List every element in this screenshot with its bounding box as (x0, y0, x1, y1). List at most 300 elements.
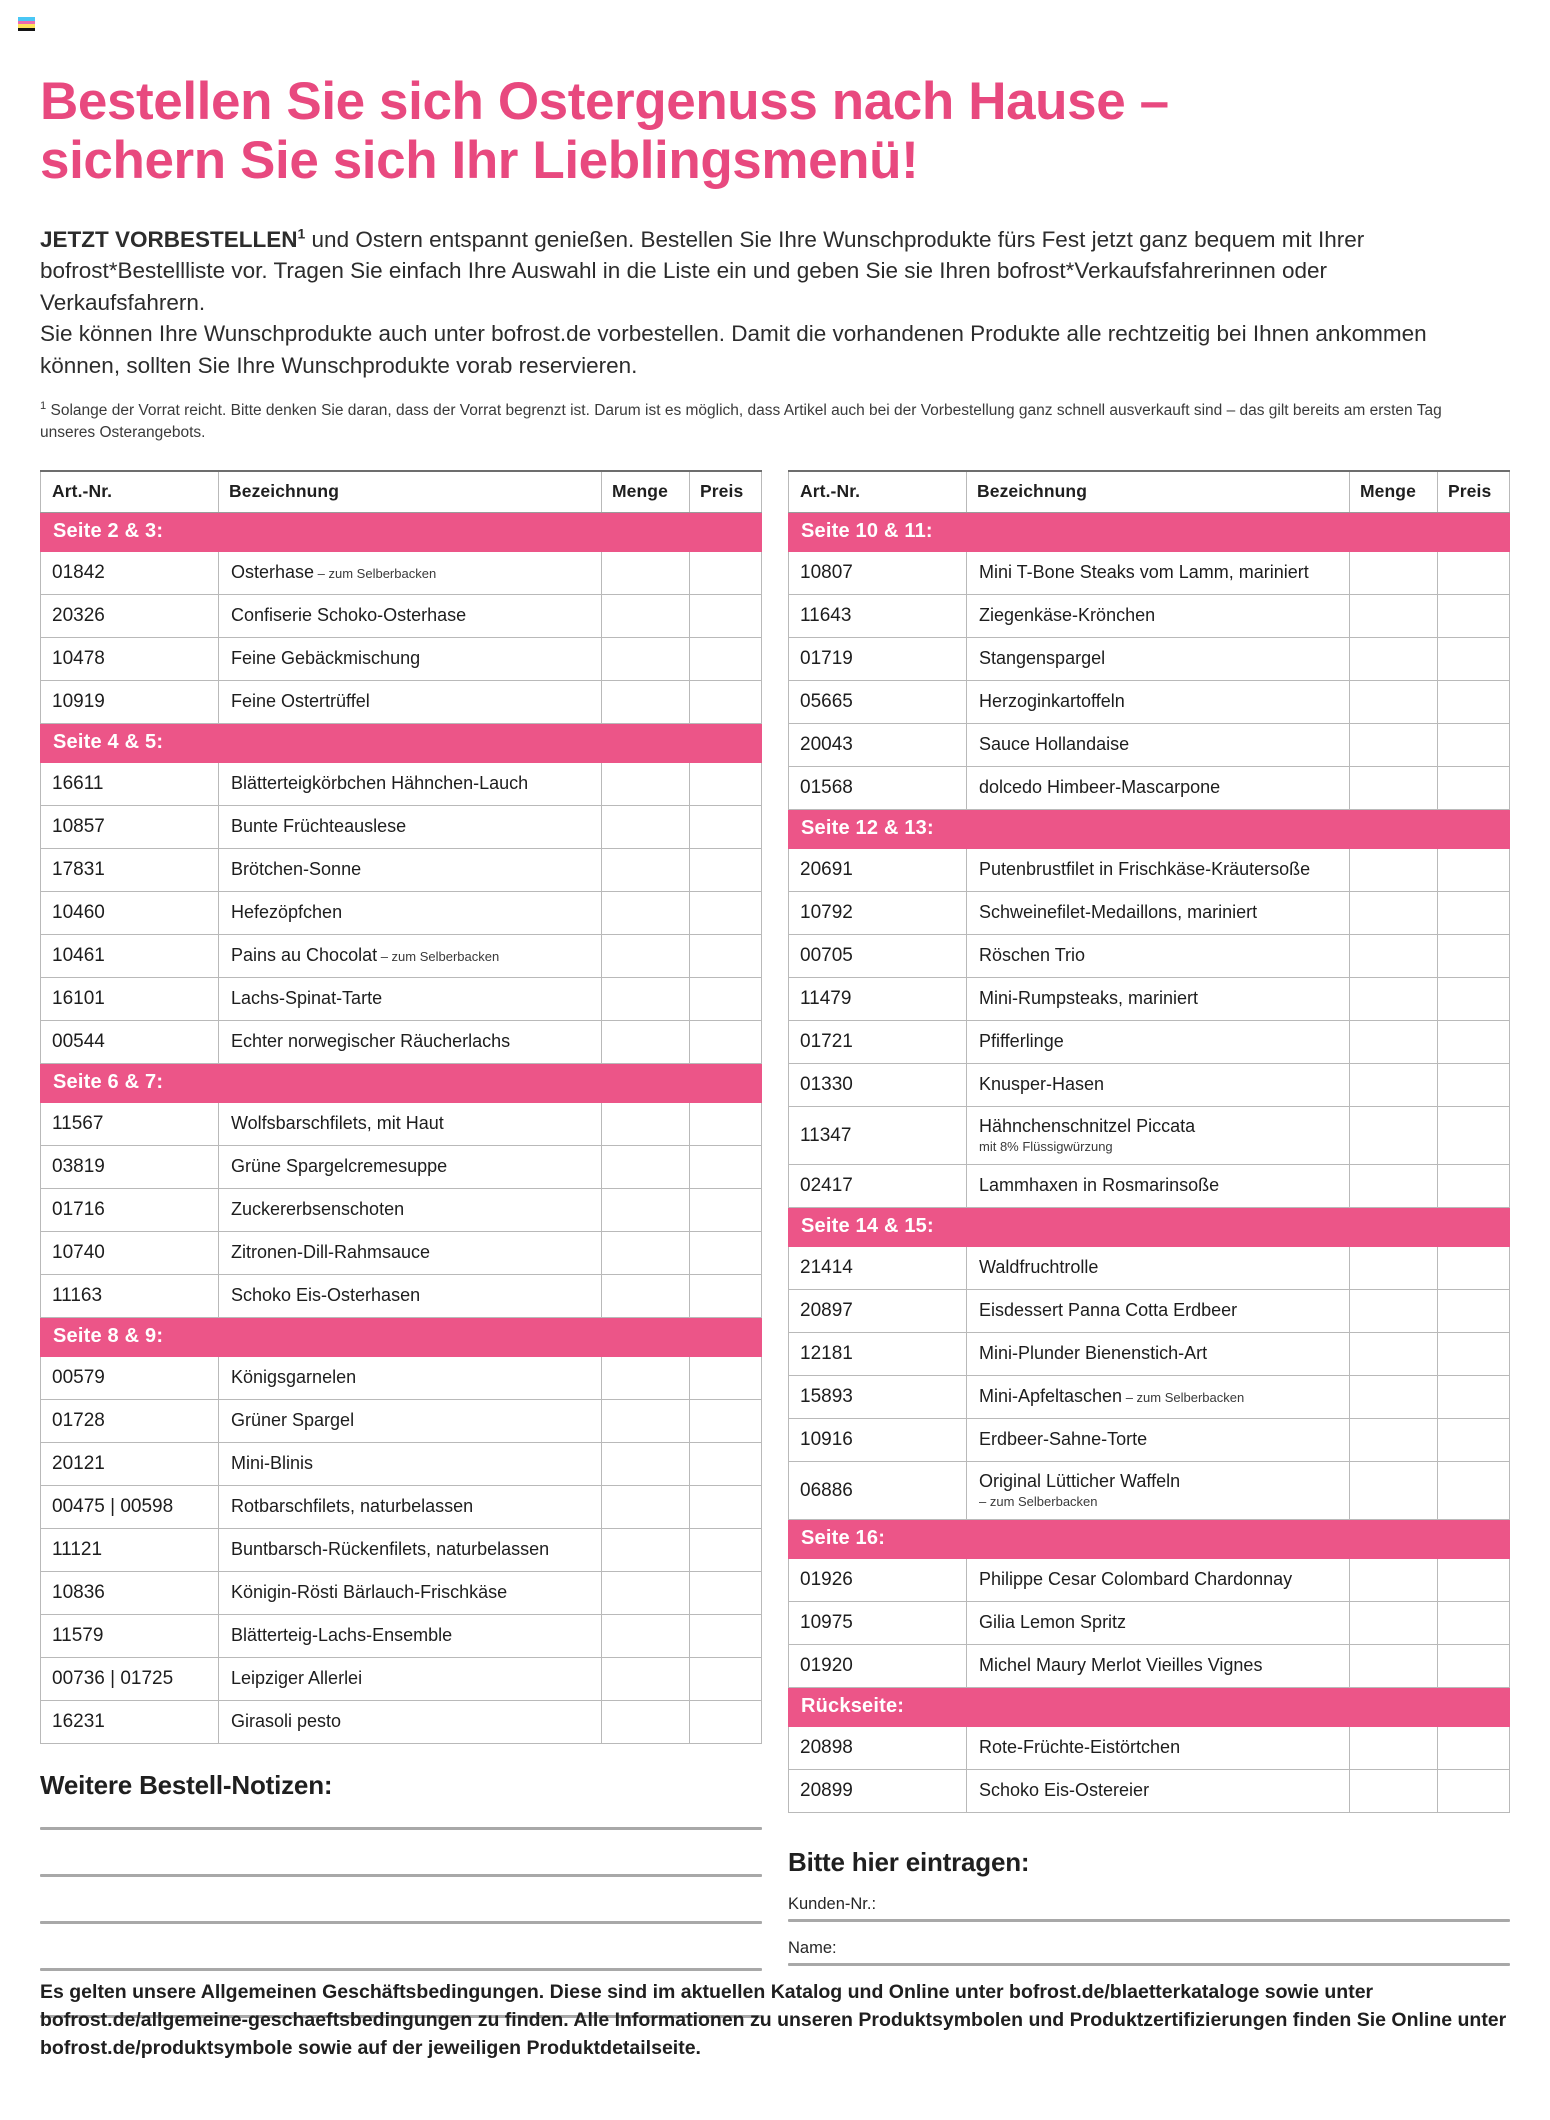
cell-preis-input[interactable] (1438, 1770, 1510, 1813)
col-header-bezeichnung: Bezeichnung (967, 471, 1350, 513)
table-row (789, 1165, 1510, 1208)
cell-art-nr: 00544 (41, 1021, 219, 1064)
cell-preis-input[interactable] (1438, 1462, 1510, 1520)
cell-bezeichnung (219, 763, 602, 806)
cell-preis-input[interactable] (1438, 1602, 1510, 1645)
table-row (789, 892, 1510, 935)
cell-menge-input[interactable] (1350, 595, 1438, 638)
form-field-label: Name: (788, 1939, 837, 1957)
cell-art-nr: 20897 (789, 1290, 967, 1333)
product-name: Zuckererbsenschoten (231, 1199, 405, 1220)
product-name: Blätterteigkörbchen Hähnchen-Lauch (231, 773, 529, 794)
product-name: Eisdessert Panna Cotta Erdbeer (979, 1300, 1238, 1321)
intro-lead (40, 227, 305, 252)
cell-bezeichnung (219, 1701, 602, 1744)
product-name: Hefezöpfchen (231, 902, 343, 923)
cell-menge-input[interactable] (1350, 552, 1438, 595)
footnote-text (40, 399, 1500, 444)
product-name: Schoko Eis-Ostereier (979, 1780, 1150, 1801)
cell-preis-input[interactable] (1438, 1376, 1510, 1419)
form-field-input-line[interactable] (788, 1963, 1510, 1966)
cell-preis-input[interactable] (1438, 849, 1510, 892)
table-row (789, 1645, 1510, 1688)
cell-menge-input[interactable] (602, 1529, 690, 1572)
col-header-menge: Menge (602, 471, 690, 513)
section-title: Seite 10 & 11: (789, 513, 1510, 552)
cell-preis-input[interactable] (690, 935, 762, 978)
cell-preis-input[interactable] (690, 552, 762, 595)
cell-art-nr: 20691 (789, 849, 967, 892)
section-header-row (41, 513, 762, 552)
cell-bezeichnung (967, 1602, 1350, 1645)
product-name: Buntbarsch-Rückenfilets, naturbelassen (231, 1539, 550, 1560)
product-name: Philippe Cesar Colombard Chardonnay (979, 1569, 1293, 1590)
cell-art-nr: 01716 (41, 1189, 219, 1232)
cell-menge-input[interactable] (602, 849, 690, 892)
product-name: dolcedo Himbeer-Mascarpone (979, 777, 1221, 798)
cell-preis-input[interactable] (1438, 1645, 1510, 1688)
cell-bezeichnung (219, 1103, 602, 1146)
cell-art-nr: 11163 (41, 1275, 219, 1318)
product-name: Confiserie Schoko-Osterhase (231, 605, 467, 626)
table-row (41, 1400, 762, 1443)
cell-art-nr: 10919 (41, 681, 219, 724)
col-header-art-nr: Art.-Nr. (789, 471, 967, 513)
cell-preis-input[interactable] (690, 1400, 762, 1443)
cell-menge-input[interactable] (602, 1275, 690, 1318)
cell-menge-input[interactable] (602, 1189, 690, 1232)
table-row (41, 806, 762, 849)
cell-menge-input[interactable] (1350, 1727, 1438, 1770)
product-name: Grüner Spargel (231, 1410, 355, 1431)
cell-bezeichnung (967, 1419, 1350, 1462)
cell-menge-input[interactable] (1350, 1376, 1438, 1419)
product-name: Leipziger Allerlei (231, 1668, 363, 1689)
cell-art-nr: 20899 (789, 1770, 967, 1813)
cell-preis-input[interactable] (690, 681, 762, 724)
cell-menge-input[interactable] (1350, 1419, 1438, 1462)
cell-art-nr: 12181 (789, 1333, 967, 1376)
section-header-row (41, 724, 762, 763)
cell-art-nr: 11479 (789, 978, 967, 1021)
product-subnote: – zum Selberbacken (1122, 1390, 1245, 1406)
cell-menge-input[interactable] (1350, 849, 1438, 892)
cell-bezeichnung (219, 1529, 602, 1572)
cell-bezeichnung (967, 1376, 1350, 1419)
table-row (789, 1727, 1510, 1770)
cell-bezeichnung (219, 1572, 602, 1615)
cell-art-nr: 10836 (41, 1572, 219, 1615)
product-name: Bunte Früchteauslese (231, 816, 407, 837)
table-row (41, 1021, 762, 1064)
table-row (789, 1247, 1510, 1290)
table-row (41, 1189, 762, 1232)
table-row (41, 1275, 762, 1318)
cell-art-nr: 11643 (789, 595, 967, 638)
cell-art-nr: 16231 (41, 1701, 219, 1744)
table-row (41, 1103, 762, 1146)
cell-menge-input[interactable] (602, 638, 690, 681)
cell-menge-input[interactable] (1350, 935, 1438, 978)
table-row (41, 1529, 762, 1572)
product-name: Mini-Blinis (231, 1453, 314, 1474)
cell-menge-input[interactable] (1350, 1021, 1438, 1064)
product-name: Osterhase (231, 562, 315, 583)
cell-bezeichnung (219, 849, 602, 892)
cell-preis-input[interactable] (1438, 1727, 1510, 1770)
table-row (789, 1376, 1510, 1419)
cell-preis-input[interactable] (1438, 1165, 1510, 1208)
product-subnote: – zum Selberbacken (377, 949, 500, 965)
cell-menge-input[interactable] (602, 1146, 690, 1189)
table-row (41, 1443, 762, 1486)
table-row (41, 552, 762, 595)
cell-menge-input[interactable] (602, 681, 690, 724)
product-name: Brötchen-Sonne (231, 859, 362, 880)
product-name: Rote-Früchte-Eistörtchen (979, 1737, 1181, 1758)
table-row (41, 1615, 762, 1658)
table-row (41, 935, 762, 978)
cell-menge-input[interactable] (1350, 724, 1438, 767)
cell-menge-input[interactable] (1350, 1107, 1438, 1165)
cell-preis-input[interactable] (1438, 935, 1510, 978)
table-row (789, 1770, 1510, 1813)
cell-bezeichnung (967, 1064, 1350, 1107)
intro-lead-text: JETZT VORBESTELLEN (40, 226, 298, 252)
cell-menge-input[interactable] (1350, 978, 1438, 1021)
cell-preis-input[interactable] (690, 806, 762, 849)
cell-menge-input[interactable] (1350, 681, 1438, 724)
cell-bezeichnung (219, 1275, 602, 1318)
cell-preis-input[interactable] (1438, 681, 1510, 724)
cell-menge-input[interactable] (602, 806, 690, 849)
cell-bezeichnung (219, 1146, 602, 1189)
col-header-menge: Menge (1350, 471, 1438, 513)
section-header-row (789, 810, 1510, 849)
product-name: Zitronen-Dill-Rahmsauce (231, 1242, 431, 1263)
table-row (41, 1658, 762, 1701)
footnote-body: Solange der Vorrat reicht. Bitte denken Sie daran, dass der Vorrat begrenzt ist. Darum ist es möglich, dass Artikel auch bei der Vorbestellung ganz schnell ausverkauft sind – das gilt bereits am ersten Tag unseres Osterangebots. (40, 402, 1442, 442)
form-title: Bitte hier eintragen: (788, 1847, 1030, 1877)
product-name: Rotbarschfilets, naturbelassen (231, 1496, 474, 1517)
cell-bezeichnung (967, 1247, 1350, 1290)
product-name: Gilia Lemon Spritz (979, 1612, 1127, 1633)
table-row (789, 1064, 1510, 1107)
cell-art-nr: 10975 (789, 1602, 967, 1645)
cell-art-nr: 10740 (41, 1232, 219, 1275)
cell-preis-input[interactable] (1438, 1107, 1510, 1165)
table-row (41, 638, 762, 681)
cell-preis-input[interactable] (1438, 767, 1510, 810)
cell-bezeichnung (967, 892, 1350, 935)
product-name: Knusper-Hasen (979, 1074, 1105, 1095)
product-name: Königsgarnelen (231, 1367, 357, 1388)
cell-menge-input[interactable] (602, 978, 690, 1021)
cell-art-nr: 20898 (789, 1727, 967, 1770)
table-row (789, 1462, 1510, 1520)
cell-preis-input[interactable] (690, 1615, 762, 1658)
cell-menge-input[interactable] (602, 892, 690, 935)
cell-menge-input[interactable] (602, 935, 690, 978)
order-tables-wrapper (40, 470, 1510, 2062)
cell-bezeichnung (219, 1615, 602, 1658)
cell-art-nr: 11579 (41, 1615, 219, 1658)
cell-art-nr: 01920 (789, 1645, 967, 1688)
cell-art-nr: 21414 (789, 1247, 967, 1290)
cell-bezeichnung (219, 935, 602, 978)
cell-preis-input[interactable] (1438, 1559, 1510, 1602)
notes-title: Weitere Bestell-Notizen: (40, 1770, 333, 1801)
cell-bezeichnung (967, 1333, 1350, 1376)
customer-form-fields (788, 1895, 1510, 1966)
order-table-right (788, 470, 1510, 1813)
table-body-left (41, 513, 762, 1744)
cell-menge-input[interactable] (602, 1572, 690, 1615)
cell-preis-input[interactable] (1438, 724, 1510, 767)
cell-menge-input[interactable] (1350, 1290, 1438, 1333)
cell-preis-input[interactable] (690, 1443, 762, 1486)
product-name: Sauce Hollandaise (979, 734, 1130, 755)
product-name: Schweinefilet-Medaillons, mariniert (979, 902, 1258, 923)
note-write-line[interactable] (40, 1874, 762, 1877)
section-header-row (789, 1208, 1510, 1247)
cell-bezeichnung (219, 1486, 602, 1529)
table-header-row (789, 471, 1510, 513)
cell-menge-input[interactable] (1350, 767, 1438, 810)
product-name: Röschen Trio (979, 945, 1086, 966)
cell-preis-input[interactable] (690, 763, 762, 806)
table-row (41, 1572, 762, 1615)
cell-bezeichnung (219, 638, 602, 681)
cell-art-nr: 00736 | 01725 (41, 1658, 219, 1701)
cell-preis-input[interactable] (690, 1658, 762, 1701)
cell-preis-input[interactable] (690, 1232, 762, 1275)
cell-preis-input[interactable] (690, 978, 762, 1021)
headline-line-1: Bestellen Sie sich Ostergenuss nach Hause – (40, 72, 1169, 131)
cell-bezeichnung (967, 1559, 1350, 1602)
product-subnote: – zum Selberbacken (979, 1494, 1098, 1510)
cell-preis-input[interactable] (690, 1103, 762, 1146)
form-field (788, 1895, 1510, 1922)
product-name: Waldfruchtrolle (979, 1257, 1099, 1278)
product-name: Blätterteig-Lachs-Ensemble (231, 1625, 453, 1646)
cell-preis-input[interactable] (690, 1572, 762, 1615)
product-name: Mini T-Bone Steaks vom Lamm, mariniert (979, 562, 1309, 583)
cell-preis-input[interactable] (690, 892, 762, 935)
cell-preis-input[interactable] (1438, 638, 1510, 681)
section-header-row (41, 1318, 762, 1357)
cell-preis-input[interactable] (1438, 552, 1510, 595)
cell-menge-input[interactable] (602, 763, 690, 806)
cell-menge-input[interactable] (602, 595, 690, 638)
product-name: Echter norwegischer Räucherlachs (231, 1031, 511, 1052)
cell-bezeichnung (967, 935, 1350, 978)
section-title: Seite 12 & 13: (789, 810, 1510, 849)
cell-bezeichnung (967, 1165, 1350, 1208)
cell-preis-input[interactable] (690, 638, 762, 681)
cell-art-nr: 20326 (41, 595, 219, 638)
note-write-line[interactable] (40, 1827, 762, 1830)
table-row (41, 1232, 762, 1275)
cell-menge-input[interactable] (602, 552, 690, 595)
section-title: Seite 16: (789, 1520, 1510, 1559)
cell-bezeichnung (967, 767, 1350, 810)
cell-preis-input[interactable] (690, 1146, 762, 1189)
cell-preis-input[interactable] (1438, 1021, 1510, 1064)
cell-art-nr: 17831 (41, 849, 219, 892)
cell-bezeichnung (219, 595, 602, 638)
cell-menge-input[interactable] (1350, 892, 1438, 935)
order-column-right (788, 470, 1510, 1966)
cell-bezeichnung (219, 1443, 602, 1486)
cell-menge-input[interactable] (1350, 1602, 1438, 1645)
legal-footer-text: Es gelten unsere Allgemeinen Geschäftsbedingungen. Diese sind im aktuellen Katalog und Online unter bofrost.de/blaetterkataloge sowie unter bofrost.de/allgemeine-geschaeftsbedingungen zu finden. Alle Informationen zu unseren Produktsymbolen und Produktzertifizierungen finden Sie Online unter bofrost.de/produktsymbole sowie auf der jeweiligen Produktdetailseite. (40, 1981, 1507, 2059)
cell-menge-input[interactable] (1350, 1645, 1438, 1688)
cell-menge-input[interactable] (1350, 1064, 1438, 1107)
section-header-row (789, 1688, 1510, 1727)
cell-bezeichnung (967, 849, 1350, 892)
cell-preis-input[interactable] (1438, 892, 1510, 935)
cell-preis-input[interactable] (1438, 1419, 1510, 1462)
table-row (41, 1357, 762, 1400)
table-row (789, 1021, 1510, 1064)
col-header-preis: Preis (690, 471, 762, 513)
page-title (40, 0, 1470, 191)
intro-paragraph-1: und Ostern entspannt genießen. Bestellen Sie Ihre Wunschprodukte fürs Fest jetzt ganz bequem mit Ihrer bofrost*Bestellliste vor. Tragen Sie einfach Ihre Auswahl in die Liste ein und geben Sie sie Ihren bofrost*Verkaufsfahrerinnen oder Verkaufsfahrern. (40, 226, 1365, 315)
cell-preis-input[interactable] (690, 1529, 762, 1572)
cell-bezeichnung (967, 978, 1350, 1021)
cell-art-nr: 06886 (789, 1462, 967, 1520)
cell-menge-input[interactable] (1350, 1559, 1438, 1602)
section-header-row (41, 1064, 762, 1103)
table-row (41, 681, 762, 724)
table-row (789, 724, 1510, 767)
col-header-bezeichnung: Bezeichnung (219, 471, 602, 513)
cell-art-nr: 11121 (41, 1529, 219, 1572)
cell-menge-input[interactable] (602, 1443, 690, 1486)
table-row (789, 595, 1510, 638)
cell-menge-input[interactable] (602, 1486, 690, 1529)
cell-preis-input[interactable] (1438, 978, 1510, 1021)
cell-preis-input[interactable] (690, 1486, 762, 1529)
cell-art-nr: 11347 (789, 1107, 967, 1165)
cell-menge-input[interactable] (602, 1701, 690, 1744)
cell-menge-input[interactable] (602, 1357, 690, 1400)
cell-preis-input[interactable] (690, 1357, 762, 1400)
cell-menge-input[interactable] (1350, 638, 1438, 681)
cell-menge-input[interactable] (1350, 1247, 1438, 1290)
product-name: Feine Gebäckmischung (231, 648, 421, 669)
product-name: Hähnchenschnitzel Piccata (979, 1116, 1196, 1137)
product-name: Putenbrustfilet in Frischkäse-Kräutersoße (979, 859, 1311, 880)
cell-preis-input[interactable] (690, 1275, 762, 1318)
cell-art-nr: 11567 (41, 1103, 219, 1146)
cell-preis-input[interactable] (1438, 1064, 1510, 1107)
product-name: Herzoginkartoffeln (979, 691, 1125, 712)
product-name: Mini-Plunder Bienenstich-Art (979, 1343, 1208, 1364)
cell-bezeichnung (219, 1400, 602, 1443)
cell-bezeichnung (967, 1462, 1350, 1520)
product-subnote: mit 8% Flüssigwürzung (979, 1139, 1113, 1155)
cell-art-nr: 10478 (41, 638, 219, 681)
cell-menge-input[interactable] (602, 1615, 690, 1658)
cell-preis-input[interactable] (1438, 1333, 1510, 1376)
table-row (789, 978, 1510, 1021)
cell-bezeichnung (219, 892, 602, 935)
cell-art-nr: 01719 (789, 638, 967, 681)
note-write-line[interactable] (40, 1968, 762, 1971)
product-name: Ziegenkäse-Krönchen (979, 605, 1156, 626)
section-title: Rückseite: (789, 1688, 1510, 1727)
table-row (789, 1333, 1510, 1376)
col-header-preis: Preis (1438, 471, 1510, 513)
cell-menge-input[interactable] (1350, 1165, 1438, 1208)
product-name: Erdbeer-Sahne-Torte (979, 1429, 1148, 1450)
cell-art-nr: 01842 (41, 552, 219, 595)
table-row (41, 978, 762, 1021)
cell-preis-input[interactable] (1438, 1290, 1510, 1333)
cell-preis-input[interactable] (690, 1189, 762, 1232)
cell-bezeichnung (967, 1770, 1350, 1813)
cell-menge-input[interactable] (1350, 1333, 1438, 1376)
cell-art-nr: 20121 (41, 1443, 219, 1486)
form-field-input-line[interactable] (788, 1919, 1510, 1922)
cell-art-nr: 03819 (41, 1146, 219, 1189)
cell-preis-input[interactable] (690, 849, 762, 892)
cell-preis-input[interactable] (1438, 1247, 1510, 1290)
cell-art-nr: 16101 (41, 978, 219, 1021)
cell-bezeichnung (967, 1021, 1350, 1064)
cell-art-nr: 00475 | 00598 (41, 1486, 219, 1529)
cell-menge-input[interactable] (602, 1021, 690, 1064)
cell-menge-input[interactable] (602, 1103, 690, 1146)
section-title: Seite 14 & 15: (789, 1208, 1510, 1247)
table-row (41, 763, 762, 806)
cell-bezeichnung (219, 1021, 602, 1064)
cell-preis-input[interactable] (1438, 595, 1510, 638)
table-row (789, 849, 1510, 892)
table-row (41, 892, 762, 935)
cell-bezeichnung (219, 1357, 602, 1400)
cell-menge-input[interactable] (602, 1658, 690, 1701)
product-name: Feine Ostertrüffel (231, 691, 370, 712)
cell-bezeichnung (219, 1189, 602, 1232)
cell-art-nr: 15893 (789, 1376, 967, 1419)
table-row (789, 1602, 1510, 1645)
cell-art-nr: 05665 (789, 681, 967, 724)
cell-preis-input[interactable] (690, 1021, 762, 1064)
cell-menge-input[interactable] (1350, 1462, 1438, 1520)
product-name: Pfifferlinge (979, 1031, 1064, 1052)
cell-preis-input[interactable] (690, 1701, 762, 1744)
cell-art-nr: 01568 (789, 767, 967, 810)
footnote-marker: 1 (40, 400, 47, 413)
cell-menge-input[interactable] (602, 1232, 690, 1275)
cell-art-nr: 10807 (789, 552, 967, 595)
cell-menge-input[interactable] (602, 1400, 690, 1443)
cell-bezeichnung (967, 1645, 1350, 1688)
table-row (41, 1486, 762, 1529)
cell-menge-input[interactable] (1350, 1770, 1438, 1813)
product-name: Lachs-Spinat-Tarte (231, 988, 383, 1009)
table-row (41, 1146, 762, 1189)
table-row (41, 1701, 762, 1744)
table-body-right (789, 513, 1510, 1813)
table-row (789, 1559, 1510, 1602)
cell-art-nr: 01330 (789, 1064, 967, 1107)
note-write-line[interactable] (40, 1921, 762, 1924)
cell-preis-input[interactable] (690, 595, 762, 638)
